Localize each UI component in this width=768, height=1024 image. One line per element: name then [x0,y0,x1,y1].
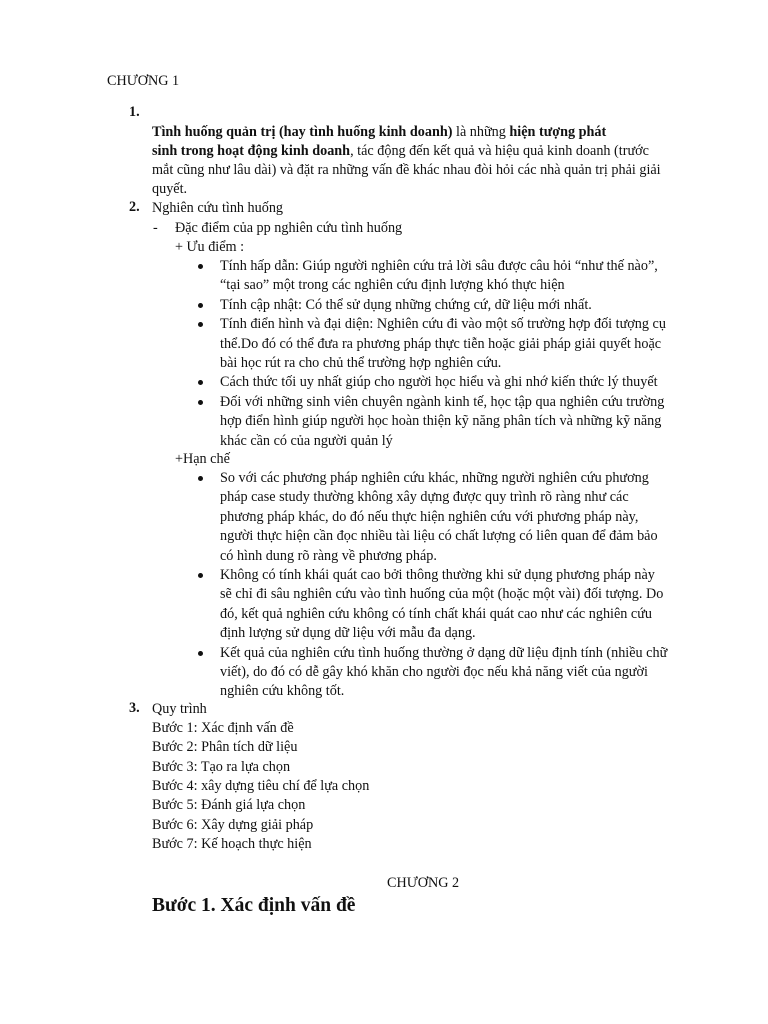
bullet-item-line: Tính hấp dẫn: Giúp người nghiên cứu trả lời sâu được câu hỏi “như thế nào”, [220,258,658,274]
bullet-item-line: định lượng sử dụng dữ liệu với mẫu đa dạng. [220,625,476,642]
bullet-icon [198,303,203,308]
bullet-item-line: Tính điển hình và đại diện: Nghiên cứu đi vào một số trường hợp đối tượng cụ [220,316,666,333]
dash-marker: - [153,220,158,236]
paragraph-line [152,142,649,161]
bullet-icon [198,380,203,385]
heading-step-1: Bước 1. Xác định vấn đề [152,895,356,916]
bullet-icon [198,476,203,481]
step-item: Bước 1: Xác định vấn đề [152,720,294,736]
bullet-item-line: đó, kết quả nghiên cứu không có tính chất khái quát cao như các nghiên cứu [220,605,653,622]
section-title: Nghiên cứu tình huống [152,200,284,216]
bullet-item-line: Tính cập nhật: Có thể sử dụng những chứng cứ, dữ liệu mới nhất. [220,296,592,313]
paragraph-line [152,123,606,142]
bold-text: sinh trong hoạt động kinh doanh [152,143,351,159]
bullet-item-line: khác cần có của người quản lý [220,432,393,449]
bullet-item-line: bài học rút ra cho chủ thể trường hợp nghiên cứu. [220,355,502,371]
bullet-icon [198,322,203,327]
step-item: Bước 6: Xây dựng giải pháp [152,816,314,833]
step-item: Bước 3: Tạo ra lựa chọn [152,758,291,775]
paragraph-line: mắt cũng như lâu dài) và đặt ra những vấn đề khác nhau đòi hỏi các nhà quản trị phải giải [152,162,661,178]
step-item: Bước 7: Kế hoạch thực hiện [152,835,312,852]
bullet-item-line: Đối với những sinh viên chuyên ngành kinh tế, học tập qua nghiên cứu trường [220,393,665,410]
step-item: Bước 2: Phân tích dữ liệu [152,739,298,756]
bullet-icon [198,651,203,656]
bullet-item-line: Cách thức tối uy nhất giúp cho người học hiểu và ghi nhớ kiến thức lý thuyết [220,374,658,391]
bold-text: hiện tượng phát [509,124,607,140]
bullet-item-line: Không có tính khái quát cao bởi thông thường khi sử dụng phương pháp này [220,567,655,583]
bullet-item-line: sẽ chỉ đi sâu nghiên cứu vào tình huống của một (hoặc một vài) đối tượng. Do [220,586,664,603]
step-item: Bước 4: xây dựng tiêu chí để lựa chọn [152,777,370,794]
bullet-item-line: nghiên cứu không tốt. [220,683,345,700]
section-title: Quy trình [152,701,207,717]
text-span: là những [452,124,510,140]
chapter-2-title: CHƯƠNG 2 [387,875,460,891]
feature-heading: Đặc điểm của pp nghiên cứu tình huống [175,220,403,236]
bullet-item-line: hợp điển hình giúp người học hoàn thiện kỹ năng phân tích và những kỹ năng [220,413,662,430]
list-number-2: 2. [129,199,140,215]
paragraph-line: quyết. [152,181,188,197]
bullet-item-line: “tại sao” một trong các nghiên cứu định lượng khó thực hiện [220,277,565,294]
list-number-3: 3. [129,700,140,716]
bullet-item-line: Kết quả của nghiên cứu tình huống thường ở dạng dữ liệu định tính (nhiều chữ [220,644,668,661]
bullet-item-line: thể.Do đó có thể đưa ra phương pháp thực tiễn hoặc giải pháp giải quyết hoặc [220,335,662,352]
bullet-item-line: phương pháp khác, do đó nếu thực hiện nghiên cứu với phương pháp này, [220,508,639,525]
bullet-icon [198,400,203,405]
bullet-icon [198,573,203,578]
advantages-label: + Ưu điểm : [175,239,245,255]
disadvantages-label: +Hạn chế [175,451,230,467]
step-item: Bước 5: Đánh giá lựa chọn [152,797,306,814]
bullet-item-line: So với các phương pháp nghiên cứu khác, những người nghiên cứu phương [220,470,649,486]
text-span: , tác động đến kết quả và hiệu quả kinh doanh (trước [350,143,649,159]
bullet-icon [198,264,203,269]
bullet-item-line: người thực hiện cần đọc nhiều tài liệu có chất lượng có liên quan để đảm bảo [220,528,658,545]
bullet-item-line: có hình dung rõ ràng về phương pháp. [220,547,437,564]
bullet-item-line: viết), do đó có dễ gây khó khăn cho người đọc nếu khả năng viết của người [220,664,648,680]
list-number-1: 1. [129,104,140,120]
bold-text: Tình huống quản trị (hay tình huống kinh doanh) [152,124,453,140]
chapter-1-title: CHƯƠNG 1 [107,73,180,89]
bullet-item-line: pháp case study thường không xây dựng được quy trình rõ ràng như các [220,489,629,506]
